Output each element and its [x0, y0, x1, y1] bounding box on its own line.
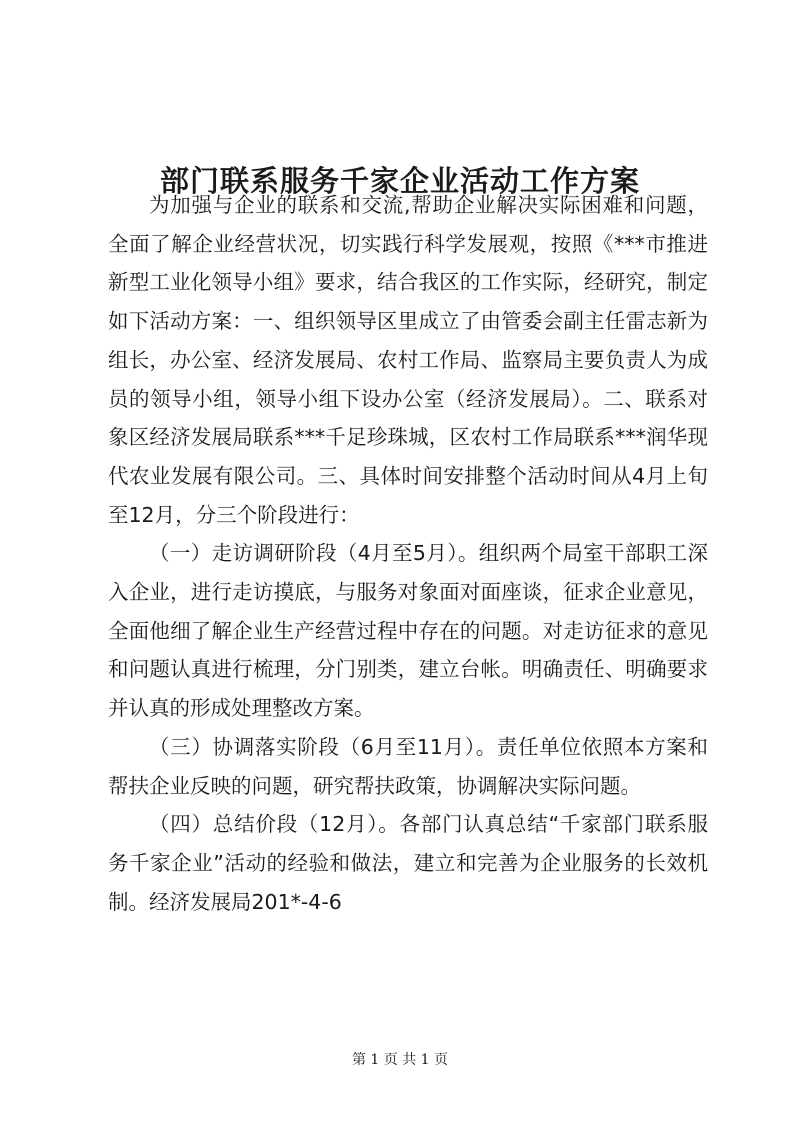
document-body: [108, 186, 708, 921]
paragraph-stage-research: （一）走访调研阶段（4月至5月）。组织两个局室干部职工深入企业，进行走访摸底，与服务对象面对面座谈，征求企业意见，全面他细了解企业生产经营过程中存在的问题。对走访征求的意见和问题认真进行梳理，分门别类，建立台帐。明确责任、明确要求并认真的形成处理整改方案。: [108, 541, 708, 721]
page-footer: 第 1 页 共 1 页: [351, 1052, 449, 1068]
paragraph-stage-summary: （四）总结价段（12月）。各部门认真总结“千家部门联系服务千家企业”活动的经验和做法，建立和完善为企业服务的长效机制。经济发展局201*-4-6: [108, 812, 708, 914]
paragraph-intro: 为加强与企业的联系和交流,帮助企业解决实际困难和问题，全面了解企业经营状况，切实践行科学发展观，按照《***市推进新型工业化领导小组》要求，结合我区的工作实际，经研究，制定如下活动方案：一、组织领导区里成立了由管委会副主任雷志新为组长，办公室、经济发展局、农村工作局、监察局主要负责人为成员的领导小组，领导小组下设办公室（经济发展局）。二、联系对象区经济发展局联系***千足珍珠城，区农村工作局联系***润华现代农业发展有限公司。三、具体时间安排整个活动时间从4月上旬至12月，分三个阶段进行：: [108, 193, 708, 527]
paragraph-stage-coordination: （三）协调落实阶段（6月至11月）。责任单位依照本方案和帮扶企业反映的问题，研究帮扶政策，协调解决实际问题。: [108, 734, 708, 798]
document-title: 部门联系服务千家企业活动工作方案: [159, 164, 640, 199]
